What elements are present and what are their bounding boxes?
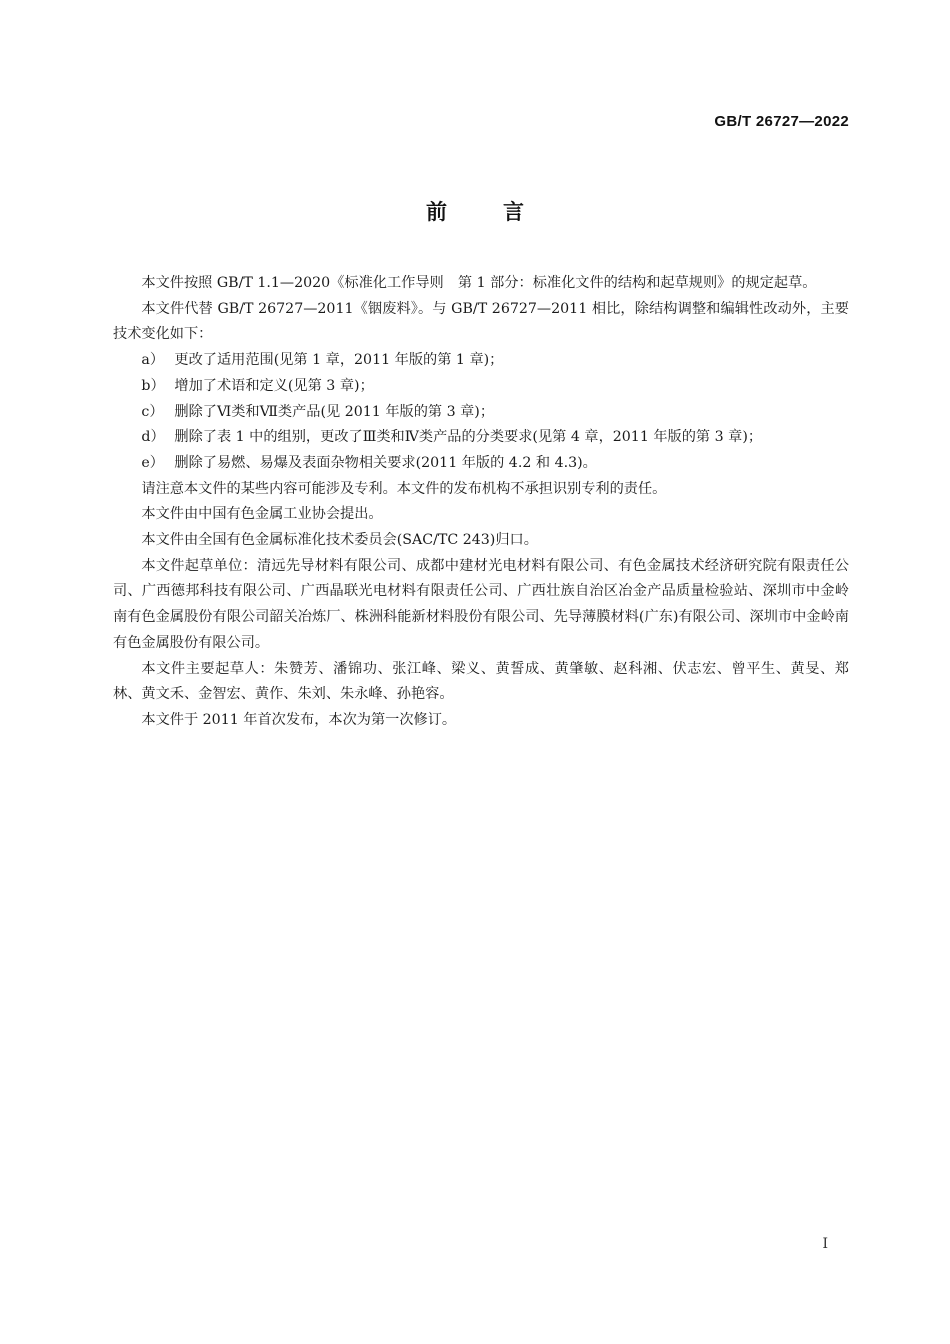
page-number: I xyxy=(822,1236,828,1252)
change-list-item xyxy=(113,348,849,374)
paragraph-proposer: 本文件由中国有色金属工业协会提出。 xyxy=(141,506,383,523)
paragraph-drafting-units: 本文件起草单位：清远先导材料有限公司、成都中建材光电材料有限公司、有色金属技术经济研究院有限责任公司、广西德邦科技有限公司、广西晶联光电材料有限责任公司、广西壮族自治区冶金产品质量检验站、深圳市中金岭南有色金属股份有限公司韶关冶炼厂、株洲科能新材料股份有限公司、先导薄膜材料(广东)有限公司、深圳市中金岭南有色金属股份有限公司。 xyxy=(113,557,849,651)
change-list-item xyxy=(113,425,849,451)
standard-number: GB/T 26727—2022 xyxy=(714,113,849,130)
item-text: 更改了适用范围(见第 1 章，2011 年版的第 1 章)； xyxy=(174,352,504,369)
item-marker: c） xyxy=(141,403,164,420)
item-marker: b） xyxy=(141,377,165,394)
item-text: 删除了表 1 中的组别，更改了Ⅲ类和Ⅳ类产品的分类要求(见第 4 章，2011 年版的第 3 章)； xyxy=(174,429,763,446)
paragraph-replaces: 本文件代替 GB/T 26727—2011《铟废料》。与 GB/T 26727—2011 相比，除结构调整和编辑性改动外，主要技术变化如下： xyxy=(113,300,849,343)
item-text: 删除了易燃、易爆及表面杂物相关要求(2011 年版的 4.2 和 4.3)。 xyxy=(174,454,597,471)
change-list-item xyxy=(113,451,849,477)
item-marker: e） xyxy=(141,454,164,471)
paragraph-drafting-rules: 本文件按照 GB/T 1.1—2020《标准化工作导则 第 1 部分：标准化文件的结构和起草规则》的规定起草。 xyxy=(141,275,817,291)
paragraph-patent-notice: 请注意本文件的某些内容可能涉及专利。本文件的发布机构不承担识别专利的责任。 xyxy=(141,480,667,497)
change-list-item xyxy=(113,400,849,426)
item-text: 增加了术语和定义(见第 3 章)； xyxy=(174,377,374,394)
paragraph-history: 本文件于 2011 年首次发布，本次为第一次修订。 xyxy=(141,711,457,728)
item-marker: d） xyxy=(141,429,165,446)
page-title: 前言 xyxy=(426,200,580,224)
item-marker: a） xyxy=(141,352,165,369)
item-text: 删除了Ⅵ类和Ⅶ类产品(见 2011 年版的第 3 章)； xyxy=(174,403,495,420)
paragraph-drafters: 本文件主要起草人：朱赞芳、潘锦功、张江峰、梁义、黄誓成、黄肇敏、赵科湘、伏志宏、曾平生、黄旻、郑林、黄文禾、金智宏、黄作、朱刘、朱永峰、孙艳容。 xyxy=(113,660,849,703)
change-list-item xyxy=(113,374,849,400)
foreword-body xyxy=(113,271,849,734)
paragraph-committee: 本文件由全国有色金属标准化技术委员会(SAC/TC 243)归口。 xyxy=(141,532,538,549)
